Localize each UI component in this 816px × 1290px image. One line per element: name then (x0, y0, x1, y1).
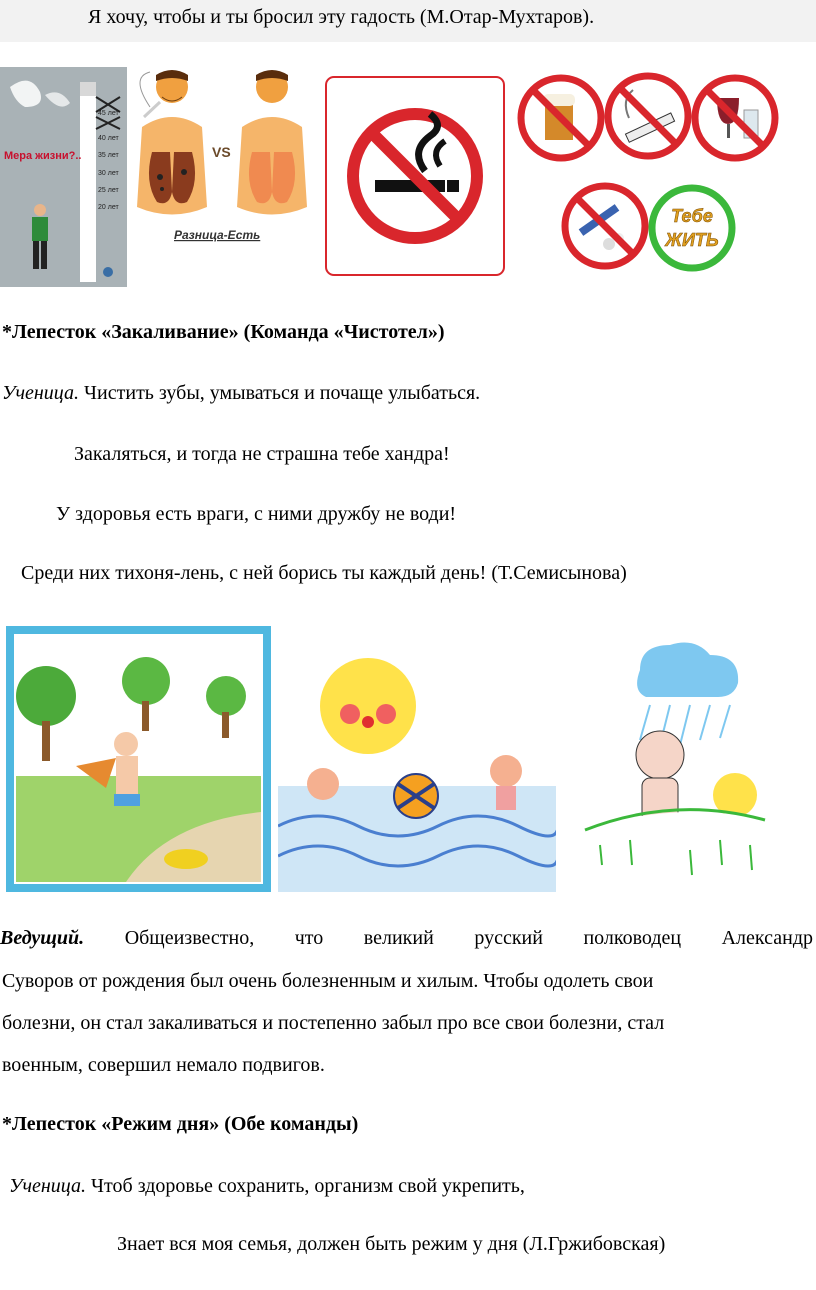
poster-age: 35 лет (98, 152, 119, 159)
word: великий (363, 927, 434, 949)
live-text-bottom: ЖИТЬ (665, 230, 719, 250)
section2-line1 (9, 1175, 525, 1198)
speaker-label: Ведущий. (0, 927, 85, 949)
poster-age: 40 лет (98, 135, 119, 142)
word: полководец (583, 927, 682, 949)
word: Александр (721, 927, 813, 949)
poster-age: 20 лет (98, 204, 119, 211)
section2-line2: Знает вся моя семья, должен быть режим у дня (Л.Гржибовская) (117, 1233, 666, 1255)
host-line2: Суворов от рождения был очень болезненным и хилым. Чтобы одолеть свои (2, 970, 654, 992)
lungs-caption: Разница-Есть (174, 228, 261, 242)
poster-question: Мера жизни?.. (4, 150, 82, 162)
speaker-label: Ученица. (2, 382, 80, 404)
verse-text: Чтоб здоровье сохранить, организм свой укрепить, (86, 1175, 525, 1197)
lungs-comparison (132, 67, 312, 247)
child-drawing-morning (6, 626, 271, 892)
no-smoking-sign (325, 76, 505, 276)
poster-age: 25 лет (98, 187, 119, 194)
verse-text: Чистить зубы, умываться и почаще улыбаться. (79, 382, 481, 404)
word: Общеизвестно, (124, 927, 255, 949)
poster-age: 45 лет (98, 110, 119, 117)
section1-line3: У здоровья есть враги, с ними дружбу не води! (56, 503, 457, 525)
host-line4: военным, совершил немало подвигов. (2, 1054, 325, 1076)
section1-heading: *Лепесток «Закаливание» (Команда «Чистотел») (2, 321, 445, 343)
child-drawing-sun-water (278, 626, 556, 892)
section1-line1 (2, 382, 480, 405)
live-text-top: Тебе (671, 206, 713, 226)
poster-age: 30 лет (98, 170, 119, 177)
section1-line4: Среди них тихоня-лень, с ней борись ты каждый день! (Т.Семисынова) (21, 562, 627, 584)
host-line3: болезни, он стал закаливаться и постепенно забыл про все свои болезни, стал (2, 1012, 665, 1034)
section1-line2: Закаляться, и тогда не страшна тебе хандра! (74, 443, 450, 465)
life-measure-poster (0, 67, 127, 287)
child-drawing-rain (580, 630, 770, 890)
header-quote: Я хочу, чтобы и ты бросил эту гадость (М.Отар-Мухтаров). (88, 6, 595, 28)
vs-label: VS (212, 144, 231, 160)
host-line1 (0, 927, 813, 950)
banned-habits-collage (517, 66, 779, 288)
section2-heading: *Лепесток «Режим дня» (Обе команды) (2, 1113, 359, 1135)
word: что (294, 927, 324, 949)
word: русский (474, 927, 543, 949)
speaker-label: Ученица. (9, 1175, 87, 1197)
